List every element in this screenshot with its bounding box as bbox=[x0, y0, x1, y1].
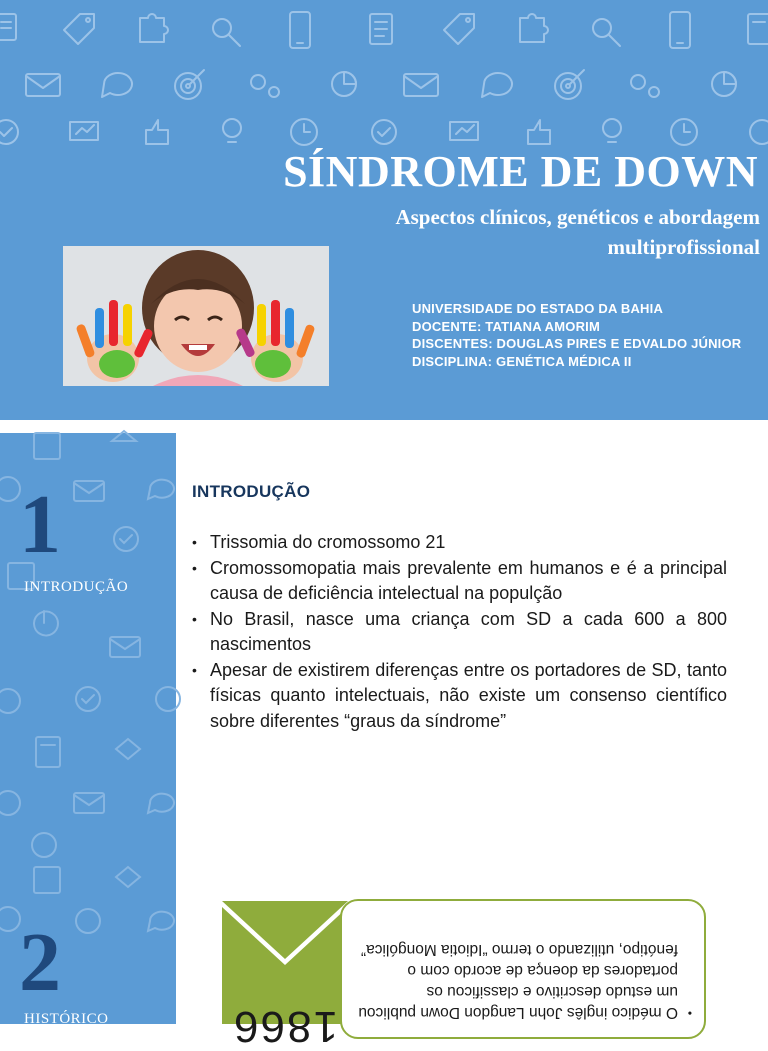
lightbulb-icon bbox=[603, 119, 621, 142]
child-photo bbox=[63, 246, 329, 386]
bullet-icon: • bbox=[192, 534, 197, 550]
year-label: 1866 bbox=[232, 1002, 338, 1051]
bullet-icon: • bbox=[192, 559, 197, 576]
target-icon bbox=[175, 70, 204, 99]
tag-icon bbox=[64, 14, 94, 44]
mail-icon bbox=[26, 74, 60, 96]
section-label: INTRODUÇÃO bbox=[24, 579, 129, 595]
section-number: 2 bbox=[19, 916, 61, 1009]
gear-icon bbox=[631, 75, 659, 97]
target-icon bbox=[555, 70, 584, 99]
phone-icon bbox=[290, 12, 310, 48]
list-item: • Trissomia do cromossomo 21 bbox=[192, 530, 727, 556]
puzzle-icon bbox=[520, 14, 548, 42]
list-item: • Cromossomopatia mais prevalente em humanos e é a principal causa de deficiência intelectual na populção bbox=[192, 557, 727, 603]
presentation-icon bbox=[70, 122, 98, 140]
phone-icon bbox=[670, 12, 690, 48]
pie-chart-icon bbox=[332, 72, 356, 96]
pie-chart-icon bbox=[712, 72, 736, 96]
check-circle-icon bbox=[750, 120, 768, 144]
list-item: • Apesar de existirem diferenças entre os portadores de SD, tanto físicas quanto intelectuais, não existe um consenso científico sobre diferentes “graus da síndrome” bbox=[192, 659, 727, 731]
clock-icon bbox=[671, 119, 697, 145]
gear-icon bbox=[251, 75, 279, 97]
presentation-title: SÍNDROME DE DOWN bbox=[283, 147, 758, 196]
search-icon bbox=[213, 19, 240, 46]
check-circle-icon bbox=[0, 120, 18, 144]
year-badge bbox=[222, 901, 348, 1051]
mail-icon bbox=[404, 74, 438, 96]
title-slide bbox=[0, 0, 768, 420]
thumbs-up-icon bbox=[528, 120, 550, 144]
chat-icon bbox=[482, 73, 512, 97]
check-circle-icon bbox=[372, 120, 396, 144]
icon-pattern-background bbox=[0, 0, 768, 160]
document-icon bbox=[748, 14, 768, 44]
section-label: HISTÓRICO bbox=[24, 1011, 109, 1027]
bullet-icon: • bbox=[687, 1006, 692, 1020]
section-sidebar bbox=[0, 433, 176, 863]
course-line: DISCIPLINA: GENÉTICA MÉDICA II bbox=[412, 353, 632, 369]
document-icon bbox=[0, 14, 16, 40]
history-callout-text bbox=[352, 903, 692, 1023]
section-number: 1 bbox=[19, 478, 61, 571]
introduction-slide bbox=[0, 433, 768, 863]
teacher-line: DOCENTE: TATIANA AMORIM bbox=[412, 318, 601, 334]
presentation-icon bbox=[450, 122, 478, 140]
tag-icon bbox=[444, 14, 474, 44]
document-icon bbox=[370, 14, 392, 44]
puzzle-icon bbox=[140, 14, 168, 42]
search-icon bbox=[593, 19, 620, 46]
section-heading: INTRODUÇÃO bbox=[192, 482, 311, 501]
presentation-credits bbox=[412, 300, 752, 370]
list-item: • O médico inglês John Langdon Down publicou um estudo descritivo e classificou os portadores da doença de acordo com o fenótipo, utilizando o termo “Idiotia Mongólica” bbox=[358, 941, 692, 1021]
introduction-bullets bbox=[192, 530, 727, 734]
clock-icon bbox=[291, 119, 317, 145]
bullet-icon: • bbox=[192, 610, 197, 627]
list-item: • No Brasil, nasce uma criança com SD a cada 600 a 800 nascimentos bbox=[192, 608, 727, 654]
thumbs-up-icon bbox=[146, 120, 168, 144]
presentation-subtitle: Aspectos clínicos, genéticos e abordagem multiprofissional bbox=[395, 205, 760, 259]
bullet-icon: • bbox=[192, 661, 197, 678]
lightbulb-icon bbox=[223, 119, 241, 142]
students-line: DISCENTES: DOUGLAS PIRES E EDVALDO JÚNIOR bbox=[412, 336, 742, 351]
chat-icon bbox=[102, 73, 132, 97]
history-slide bbox=[0, 863, 768, 1051]
section-sidebar bbox=[0, 863, 176, 1027]
university-line: UNIVERSIDADE DO ESTADO DA BAHIA bbox=[412, 301, 664, 316]
